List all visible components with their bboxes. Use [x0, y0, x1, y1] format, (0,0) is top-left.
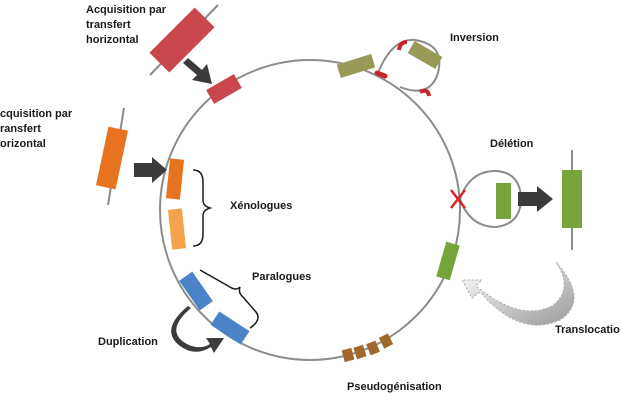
acquisition-top-label: [86, 3, 166, 48]
duplication-arrow-icon: [171, 306, 224, 353]
acquisition-top-line-1: Acquisition par: [86, 4, 167, 16]
inversion-mark-1-icon: [377, 73, 385, 76]
duplication-label: Duplication: [98, 336, 158, 348]
transfer-arrow-left-icon: [134, 157, 167, 183]
acquisition-left-label: [0, 107, 72, 152]
paralogues-label: Paralogues: [252, 271, 312, 283]
acquisition-top-line-3: horizontal: [86, 34, 139, 46]
translocation-label: Translocatio: [555, 324, 620, 336]
pseudogene-fragment-2-icon: [353, 345, 366, 360]
translocated-gene-icon: [436, 242, 459, 280]
xenologues-brace-icon: [193, 170, 210, 246]
deletion-loop: [460, 171, 521, 227]
pseudogenisation-label: Pseudogénisation: [347, 381, 442, 393]
deletion-arrow-icon: [518, 186, 553, 212]
deletion-label: Délétion: [490, 138, 534, 150]
deletion-gene-icon: [496, 183, 511, 219]
inversion-mark-2-icon: [399, 42, 407, 50]
inversion-mark-3-icon: [420, 91, 429, 96]
deleted-gene-icon: [562, 150, 582, 250]
acquisition-left-line-1: cquisition par: [0, 108, 73, 120]
acquisition-top-line-2: transfert: [86, 19, 131, 31]
xenologue-gene-1-icon: [166, 158, 184, 199]
transferred-orange-gene-icon: [96, 108, 128, 205]
xenologues-label: Xénologues: [230, 200, 293, 212]
inversion-gene-1-icon: [337, 54, 376, 78]
transfer-arrow-top-icon: [183, 58, 212, 84]
inversion-gene-2-icon: [408, 41, 443, 69]
acquisition-left-line-2: ransfert: [0, 123, 41, 135]
inversion-label: Inversion: [450, 32, 499, 44]
acquisition-left-line-3: orizontal: [0, 138, 46, 150]
translocation-arrow-icon: [462, 262, 574, 325]
xenologue-gene-2-icon: [168, 208, 186, 249]
pseudogene-fragment-1-icon: [342, 348, 355, 362]
